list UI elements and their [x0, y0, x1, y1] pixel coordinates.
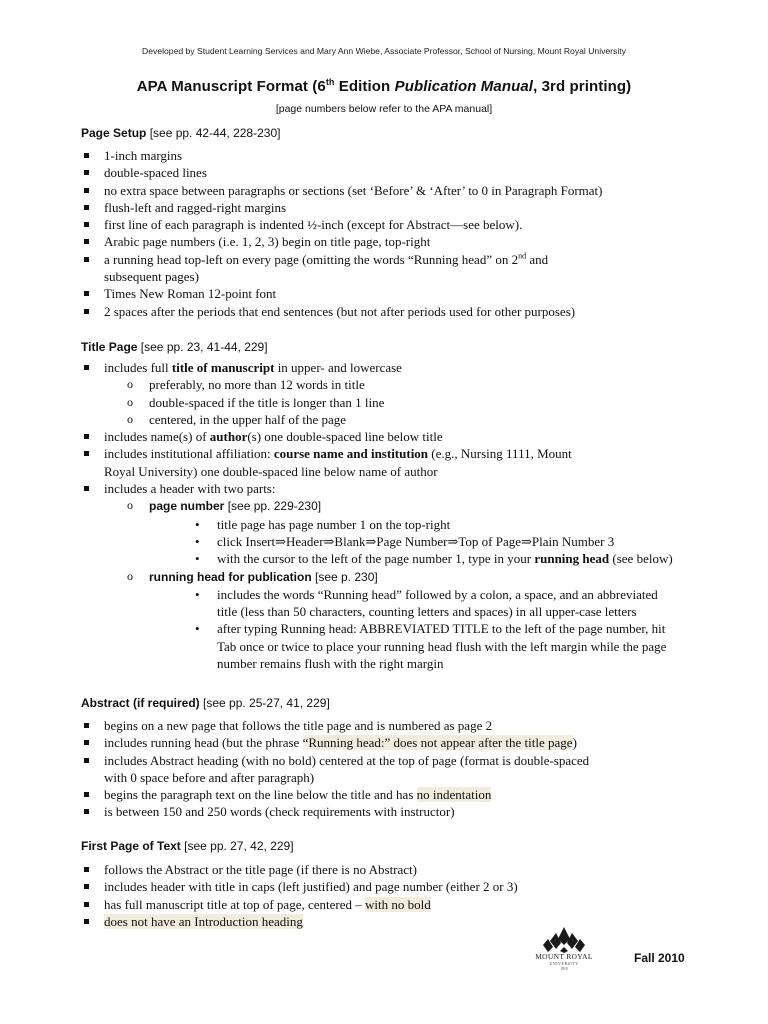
sub-sub-list — [149, 516, 701, 568]
sub-list — [104, 497, 701, 672]
section-heading-first-page: First Page of Text [see pp. 27, 42, 229] — [81, 839, 294, 853]
logo-year: 1910 — [560, 967, 568, 971]
list-item: first line of each paragraph is indented ½-inch (except for Abstract—see below). — [81, 216, 701, 233]
sub-sub-list-item: • click Insert⇒Header⇒Blank⇒Page Number⇒Top of Page⇒Plain Number 3 — [149, 533, 701, 550]
page-setup-list — [81, 147, 701, 320]
list-item — [81, 913, 701, 930]
section-heading-title-page: Title Page [see pp. 23, 41-44, 229] — [81, 340, 268, 354]
sub-list-item: o double-spaced if the title is longer than 1 line — [104, 394, 701, 411]
highlighted-text: “Running head:” does not appear after the title page — [302, 735, 573, 751]
title-page-list — [81, 359, 701, 672]
section-heading-abstract: Abstract (if required) [see pp. 25-27, 41, 229] — [81, 696, 330, 710]
sub-list-item: o centered, in the upper half of the page — [104, 411, 701, 428]
list-item: includes a header with two parts: o page number [see pp. 229-230] • title page has page number 1 on the top-right • click Insert⇒Header⇒Blank⇒Page Number⇒Top of Page⇒Plain Number 3 • with the cursor to the left of the page number 1, type in your running head (see below) o running head for publication [see p. 230] • includes the words “Running head” followed by a colon, a space, and an abbreviated title (less than 50 characters, counting letters and spaces) in all upper-case letters • after typing Running head: ABBREVIATED TITLE to the left of the page number, hit Tab once or twice to place your running head flush with the left margin while the page number remains flush with the right margin — [81, 480, 701, 672]
sub-list-item: o preferably, no more than 12 words in title — [104, 376, 701, 393]
sub-sub-list-item: • with the cursor to the left of the page number 1, type in your running head (see below) — [149, 550, 701, 567]
abstract-list — [81, 717, 701, 821]
list-item: Arabic page numbers (i.e. 1, 2, 3) begin on title page, top-right — [81, 233, 701, 250]
footer-date: Fall 2010 — [634, 951, 685, 965]
list-item: has full manuscript title at top of page, centered – with no bold — [81, 896, 701, 913]
highlighted-text: no indentation — [416, 787, 492, 803]
list-item: begins the paragraph text on the line below the title and has no indentation — [81, 786, 701, 803]
sub-sub-list-item: • includes the words “Running head” followed by a colon, a space, and an abbreviated title (less than 50 characters, counting letters and spaces) in all upper-case letters — [149, 586, 701, 621]
list-item: flush-left and ragged-right margins — [81, 199, 701, 216]
list-item: 2 spaces after the periods that end sentences (but not after periods used for other purposes) — [81, 303, 701, 320]
list-item: follows the Abstract or the title page (if there is no Abstract) — [81, 861, 701, 878]
credit-line: Developed by Student Learning Services and Mary Ann Wiebe, Associate Professor, School of Nursing, Mount Royal University — [142, 46, 626, 56]
list-item: begins on a new page that follows the title page and is numbered as page 2 — [81, 717, 701, 734]
list-item: is between 150 and 250 words (check requirements with instructor) — [81, 803, 701, 820]
list-item: Times New Roman 12-point font — [81, 285, 701, 302]
first-page-list — [81, 861, 701, 930]
subtitle-note: [page numbers below refer to the APA manual] — [275, 103, 493, 115]
list-item: includes full title of manuscript in upper- and lowercase o preferably, no more than 12 words in title o double-spaced if the title is longer than 1 line o centered, in the upper half of the page — [81, 359, 701, 428]
list-item: 1-inch margins — [81, 147, 701, 164]
list-item: a running head top-left on every page (omitting the words “Running head” on 2nd and subsequent pages) — [81, 251, 701, 286]
sub-sub-list-item: • title page has page number 1 on the top-right — [149, 516, 701, 533]
sub-list-item: o running head for publication [see p. 230] • includes the words “Running head” followed by a colon, a space, and an abbreviated title (less than 50 characters, counting letters and spaces) in all upper-case letters • after typing Running head: ABBREVIATED TITLE to the left of the page number, hit Tab once or twice to place your running head flush with the left margin while the page number remains flush with the right margin — [104, 568, 701, 673]
logo-subtitle: UNIVERSITY — [549, 961, 579, 966]
sub-list — [104, 376, 701, 428]
highlighted-text: with no bold — [365, 896, 431, 912]
list-item: includes institutional affiliation: course name and institution (e.g., Nursing 1111, Mount Royal University) one double-spaced line below name of author — [81, 445, 701, 480]
section-heading-page-setup: Page Setup [see pp. 42-44, 228-230] — [81, 126, 281, 140]
list-item: includes name(s) of author(s) one double-spaced line below title — [81, 428, 701, 445]
list-item: double-spaced lines — [81, 164, 701, 181]
sub-list-item: o page number [see pp. 229-230] • title page has page number 1 on the top-right • click Insert⇒Header⇒Blank⇒Page Number⇒Top of Page⇒Plain Number 3 • with the cursor to the left of the page number 1, type in your running head (see below) — [104, 497, 701, 567]
list-item: no extra space between paragraphs or sections (set ‘Before’ & ‘After’ to 0 in Paragraph Format) — [81, 182, 701, 199]
sub-sub-list — [149, 586, 701, 672]
list-item: includes Abstract heading (with no bold) centered at the top of page (format is double-spaced with 0 space before and after paragraph) — [81, 752, 701, 787]
sub-sub-list-item: • after typing Running head: ABBREVIATED TITLE to the left of the page number, hit Tab once or twice to place your running head flush with the left margin while the page number remains flush with the right margin — [149, 620, 701, 672]
highlighted-text: does not have an Introduction heading — [104, 913, 303, 929]
list-item: includes running head (but the phrase “Running head:” does not appear after the title page) — [81, 734, 701, 751]
document-title: APA Manuscript Format (6th Edition Publication Manual, 3rd printing) — [136, 77, 632, 95]
list-item: includes header with title in caps (left justified) and page number (either 2 or 3) — [81, 878, 701, 895]
logo-wordmark: MOUNT ROYAL — [535, 952, 593, 961]
